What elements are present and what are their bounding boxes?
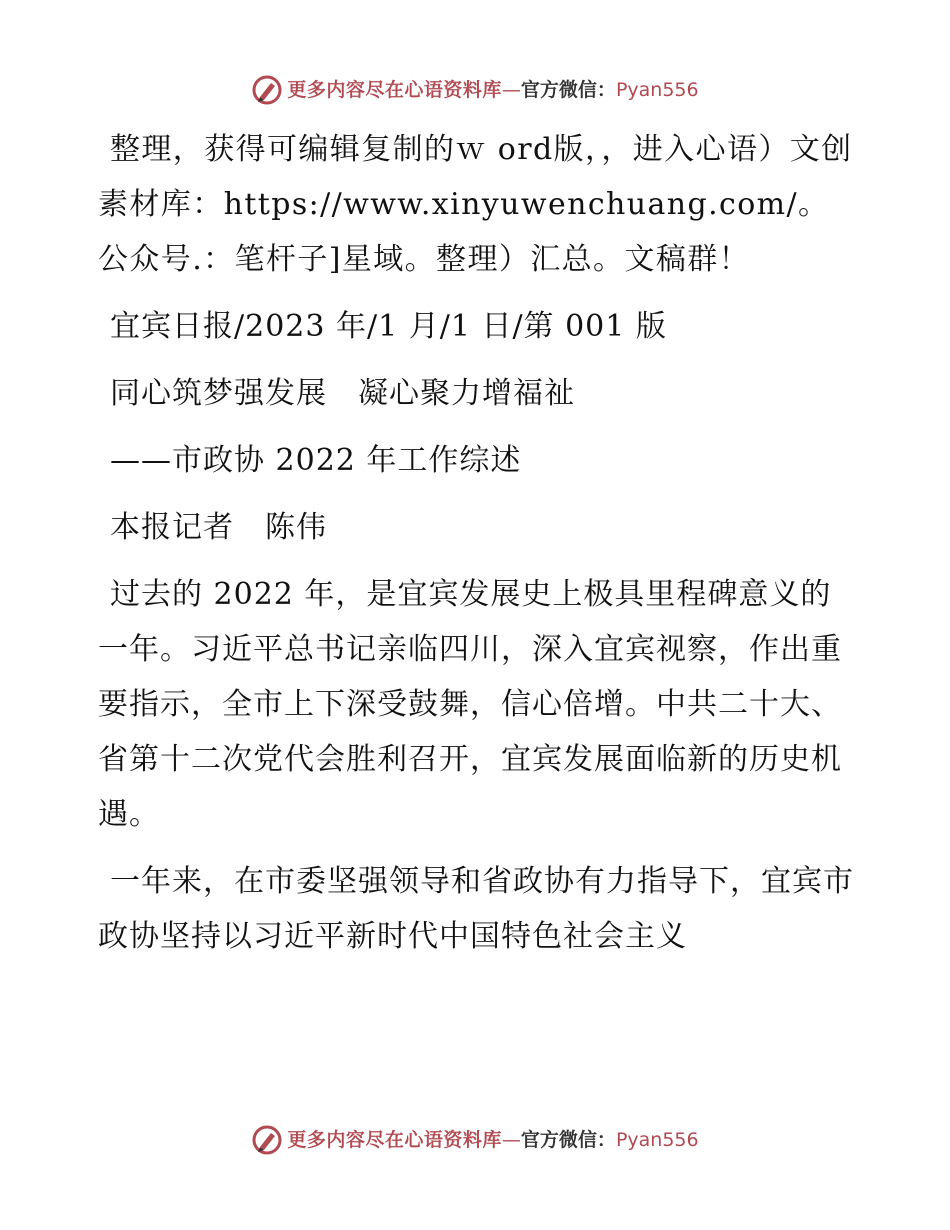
- author-line: 本报记者 陈伟: [110, 510, 327, 545]
- article-title: 同心筑梦强发展 凝心聚力增福祉: [110, 376, 575, 411]
- body-paragraph: 过去的 2022 年，是宜宾发展史上极具里程碑意义的一年。习近平总书记亲临四川，深入宜宾视察，作出重要指示，全市上下深受鼓舞，信心倍增。中共二十大、省第十二次党代会胜利召开，宜宾发展面临新的历史机遇。: [98, 577, 842, 832]
- body-paragraph: 一年来，在市委坚强领导和省政协有力指导下，宜宾市政协坚持以习近平新时代中国特色社会主义: [98, 864, 854, 954]
- document-body: [98, 122, 858, 976]
- watermark-footer: [0, 1120, 950, 1160]
- intro-paragraph: 整理，获得可编辑复制的ｗ ord版，，进入心语）文创素材库：https://www.xinyuwenchuang.com/。公众号.：笔杆子]星域。整理）汇总。文稿群！: [98, 132, 853, 277]
- watermark-separator: —: [501, 79, 521, 101]
- watermark-colon: ：: [596, 79, 616, 101]
- watermark-header: [0, 70, 950, 110]
- article-subtitle: ——市政协 2022 年工作综述: [110, 443, 522, 478]
- pen-logo-icon: [251, 1124, 283, 1156]
- watermark-official-label: 官方微信: [520, 79, 597, 101]
- watermark-wechat-id: Pyan556: [615, 79, 699, 101]
- watermark-wechat-id: Pyan556: [615, 1129, 699, 1151]
- watermark-official-label: 官方微信: [520, 1129, 597, 1151]
- pen-logo-icon: [251, 74, 283, 106]
- source-line: 宜宾日报/2023 年/1 月/1 日/第 001 版: [110, 309, 667, 344]
- watermark-brand: 更多内容尽在心语资料库: [287, 1129, 502, 1151]
- watermark-separator: —: [501, 1129, 521, 1151]
- watermark-brand: 更多内容尽在心语资料库: [287, 79, 502, 101]
- watermark-colon: ：: [596, 1129, 616, 1151]
